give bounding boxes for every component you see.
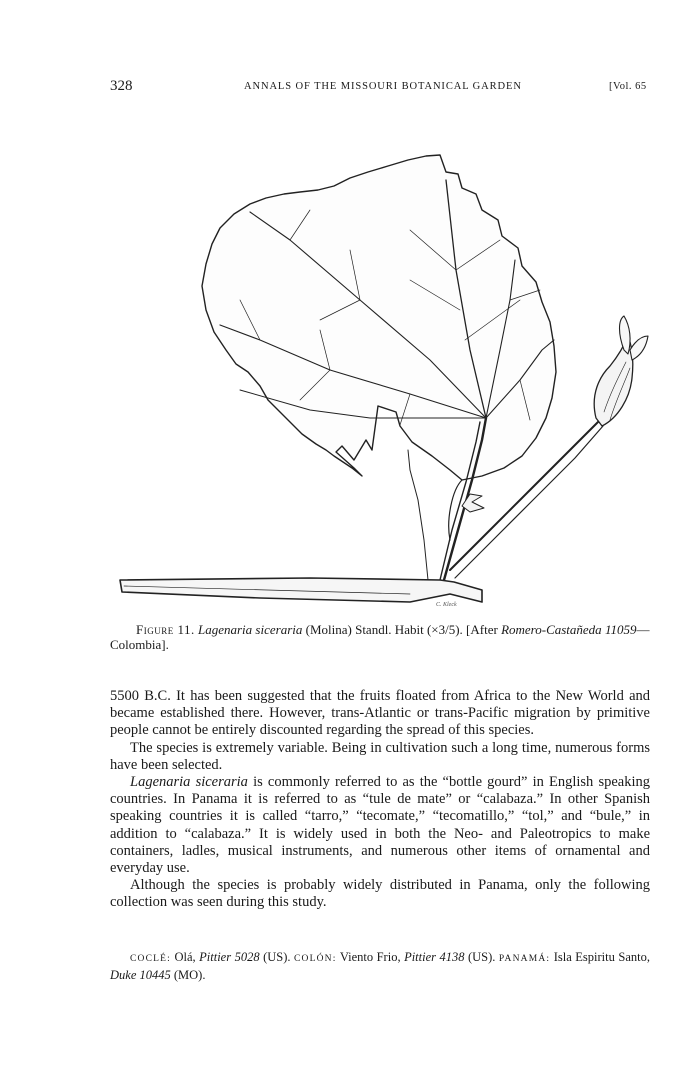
journal-title: ANNALS OF THE MISSOURI BOTANICAL GARDEN <box>244 81 522 92</box>
specimen-place: Viento Frio, <box>336 950 405 964</box>
artist-signature: C. Kleck <box>436 602 457 608</box>
specimen-citations <box>110 950 650 983</box>
running-header <box>0 78 695 98</box>
herbarium: (MO). <box>170 967 206 982</box>
paragraph-1: 5500 B.C. It has been suggested that the fruits floated from Africa to the New World and became established there. However, trans-Atlantic or trans-Pacific migration by primitive people cannot be entirely discounted regarding the spread of this species. <box>110 688 650 739</box>
plant-illustration <box>110 150 655 610</box>
figure-label: Figure 11. <box>136 622 195 637</box>
specimen-collector: Pittier 5028 <box>199 950 260 964</box>
locality-panama: PANAMÁ: <box>498 954 551 964</box>
volume-label: [Vol. 65 <box>609 81 647 92</box>
herbarium: (US). <box>259 950 295 964</box>
caption-collector: Romero-Castañeda <box>501 622 602 637</box>
herbarium: (US). <box>464 950 499 964</box>
specimen-collector: Pittier 4138 <box>404 950 465 964</box>
species-name: Lagenaria siceraria <box>130 774 248 791</box>
paragraph-4: Although the species is probably widely distributed in Panama, only the following collection was seen during this study. <box>110 877 650 911</box>
paragraph-3 <box>110 774 650 877</box>
figure-caption <box>110 622 650 652</box>
leaf-blade <box>202 155 556 480</box>
locality-cocle: COCLÉ: <box>130 954 171 964</box>
caption-species: Lagenaria siceraria <box>198 622 303 637</box>
paragraph-3-text: is commonly referred to as the “bottle gourd” in English speaking countries. In Panama it is referred to as “tule de mate” or “calabaza.” In other Spanish speaking countries it is called “tarro,” “tecomate,” “tecomatillo,” “tol,” and “bule,” in addition to “calabaza.” It is widely used in both the Neo- and Paleotropics to make containers, ladles, musical instruments, and numerous other items of ornamental and everyday use. <box>110 774 650 877</box>
caption-locality: —Colombia]. <box>110 622 650 652</box>
locality-colon: COLÓN: <box>294 954 337 964</box>
specimen-collector: Duke 10445 <box>110 967 171 982</box>
caption-number: 11059 <box>604 622 637 637</box>
specimen-place: Isla Espiritu Santo, <box>550 950 650 964</box>
main-stem <box>120 578 482 602</box>
body-text <box>110 688 650 912</box>
page-number: 328 <box>110 78 133 94</box>
specimen-place: Olá, <box>170 950 200 964</box>
paragraph-2: The species is extremely variable. Being in cultivation such a long time, numerous forms have been selected. <box>110 739 650 773</box>
caption-after: [After <box>466 622 498 637</box>
caption-author-habit: (Molina) Standl. Habit (×3/5). <box>305 622 463 637</box>
